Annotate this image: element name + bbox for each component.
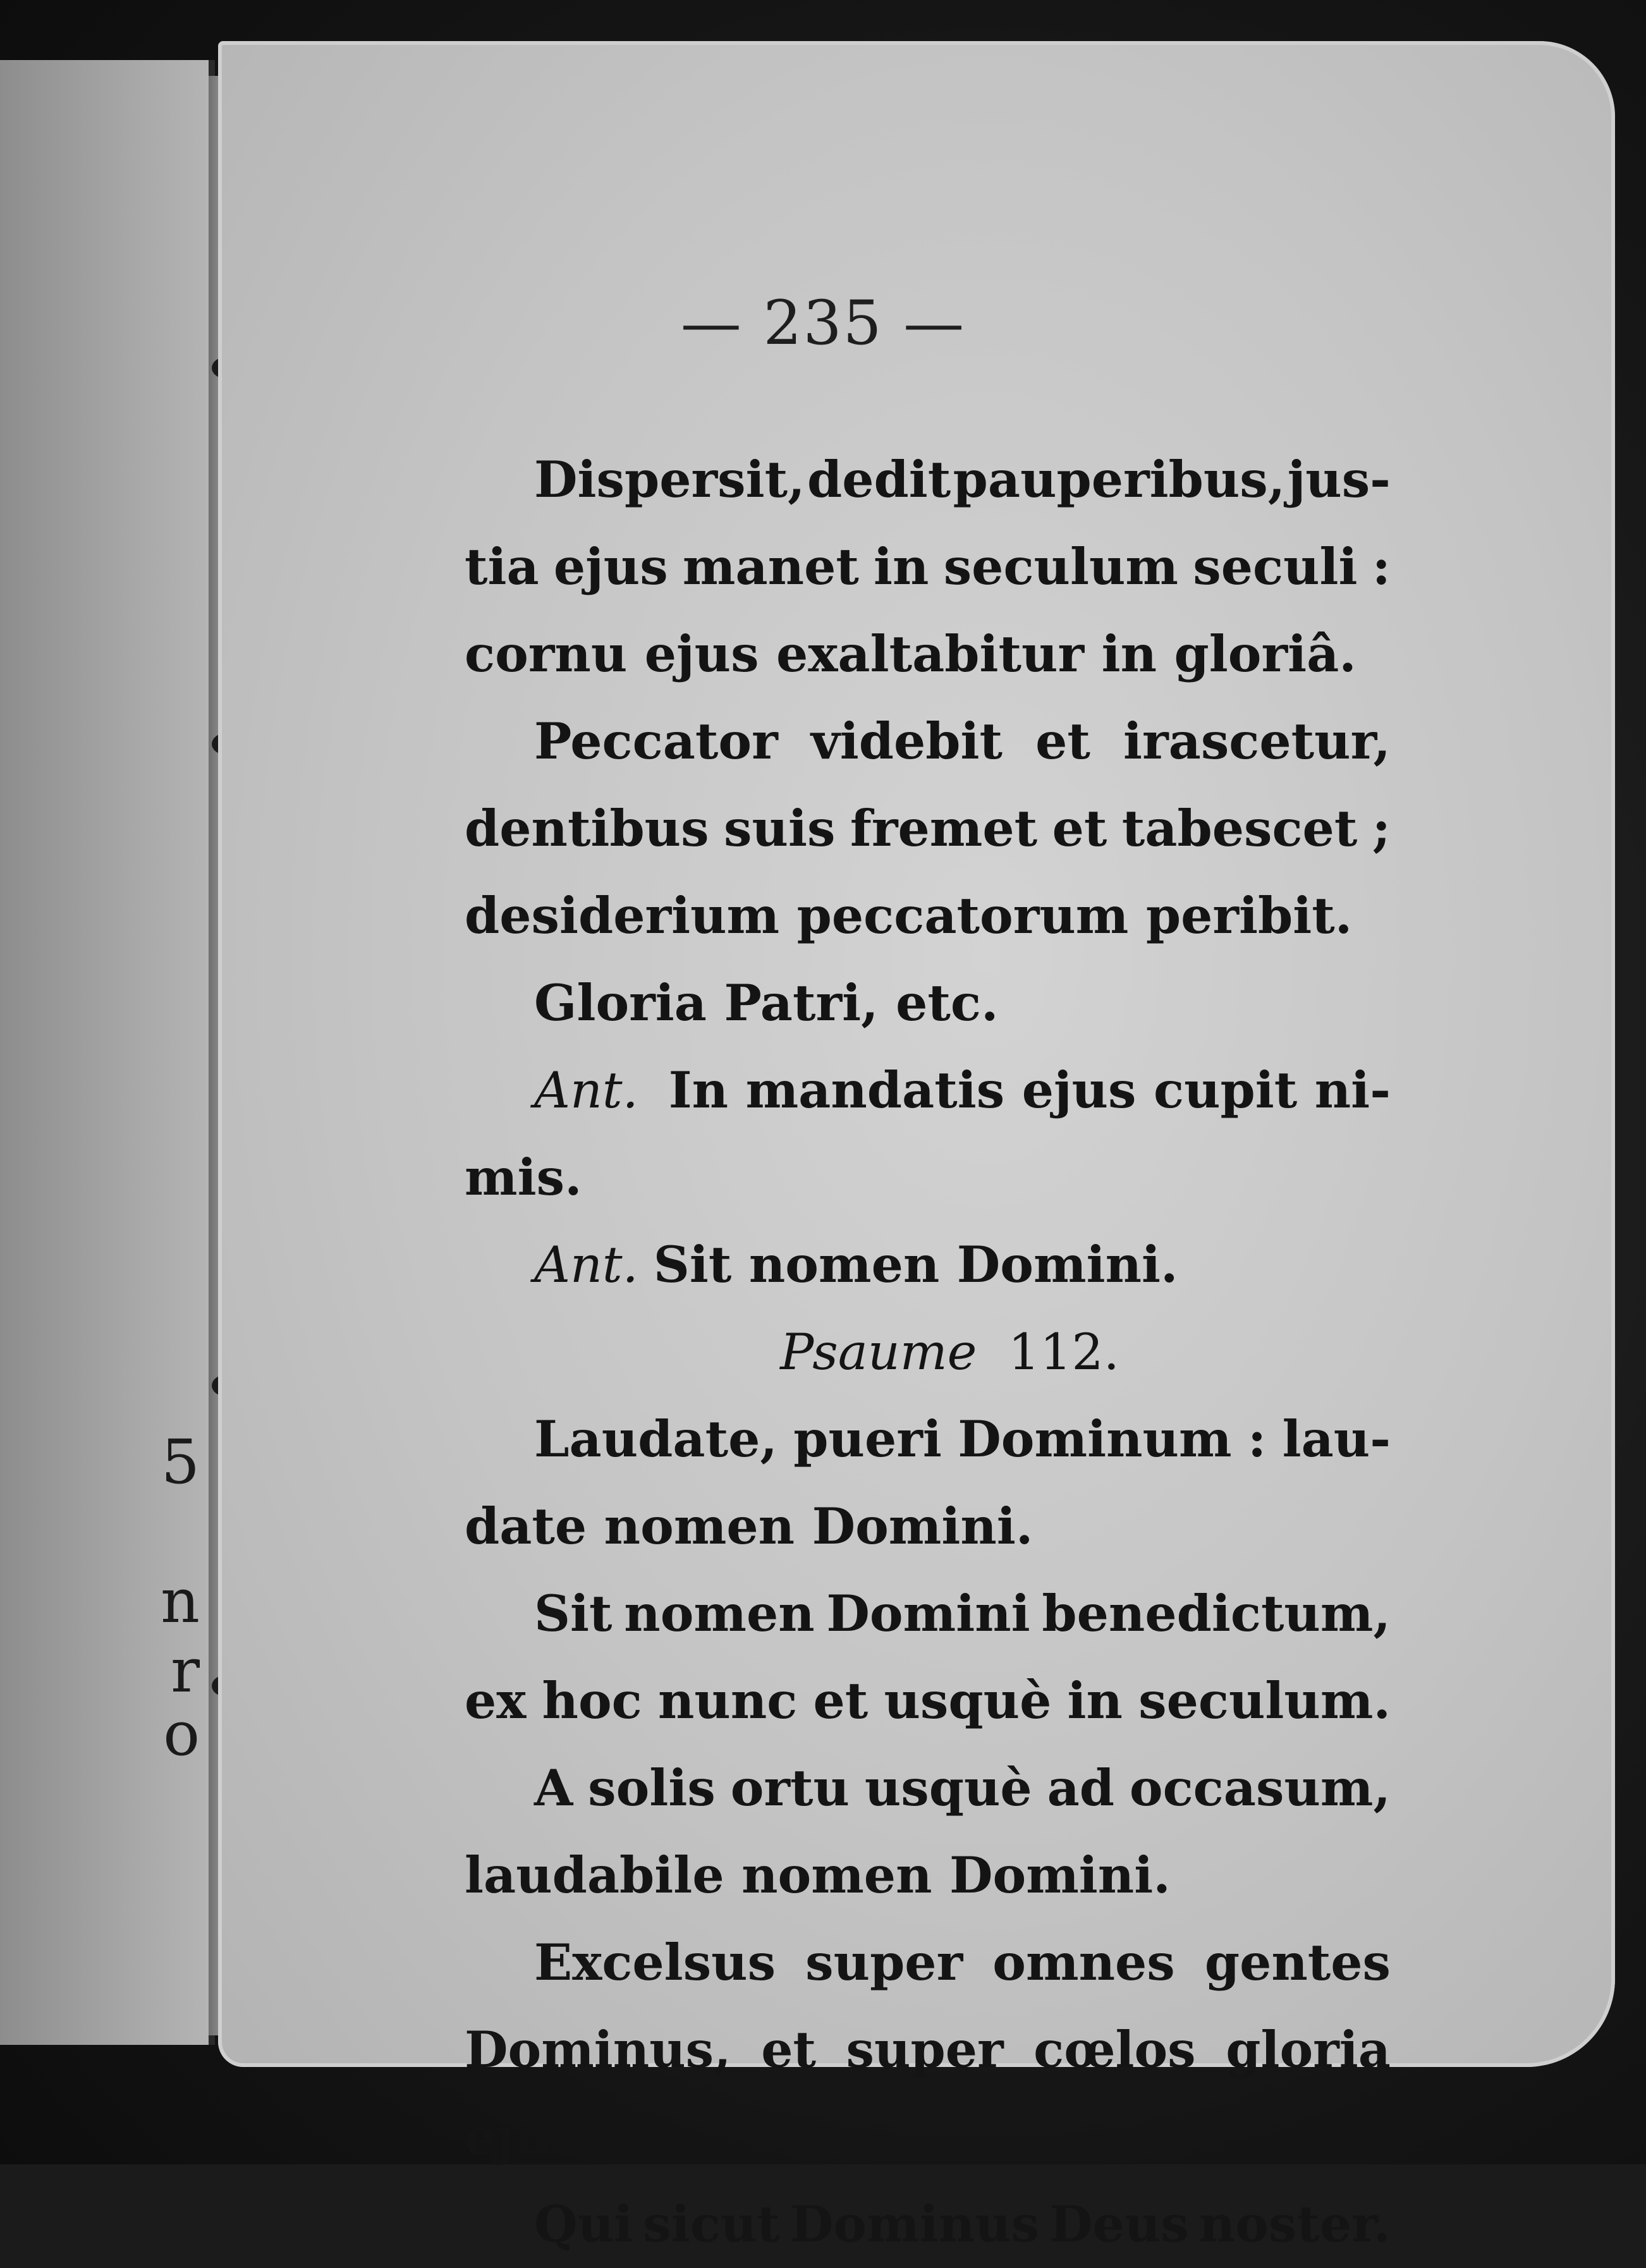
word: seculi: [1193, 537, 1358, 596]
word: ortu: [730, 1759, 850, 1817]
word: Qui: [534, 2195, 633, 2253]
text-line: [465, 1745, 1391, 1832]
text-line: date nomen Domini.: [465, 1497, 1033, 1556]
word: et: [1035, 712, 1090, 771]
word: Dispersit,: [534, 450, 805, 509]
word: ad: [1047, 1759, 1115, 1817]
word: Dominus,: [465, 2020, 731, 2079]
text-line: [465, 1919, 1391, 2006]
antiphon-text: In mandatis ejus cupit ni-: [668, 1061, 1391, 1119]
word: Deus: [1049, 2195, 1189, 2253]
edge-letter: o: [163, 1698, 200, 1769]
word: usquè: [884, 1671, 1052, 1730]
page-number: — 235 —: [680, 288, 966, 358]
text-line: Gloria Patri, etc.: [534, 973, 999, 1032]
word: Sit: [534, 1584, 613, 1643]
psalm-label: Psaume: [780, 1323, 977, 1381]
word: et: [761, 2020, 816, 2079]
text-line: desiderium peccatorum peribit.: [465, 886, 1353, 945]
word: tia: [465, 537, 539, 596]
word: ejus: [553, 537, 668, 596]
word: seculum.: [1138, 1671, 1391, 1730]
text-line: [465, 2006, 1391, 2094]
word: fremet: [850, 799, 1038, 858]
edge-letter: 5: [161, 1427, 200, 1497]
word: irascetur,: [1123, 712, 1391, 771]
word: hoc: [542, 1671, 642, 1730]
word: nunc: [657, 1671, 798, 1730]
word: pueri: [793, 1410, 942, 1468]
word: Dominum: [958, 1410, 1232, 1468]
word: A: [534, 1759, 573, 1817]
psalm-heading: [465, 1308, 1391, 1396]
word: lau-: [1282, 1410, 1391, 1468]
word: :: [1372, 537, 1391, 596]
text-line: mis.: [465, 1148, 582, 1207]
word: Dominus: [789, 2195, 1040, 2253]
antiphon-line: [465, 1047, 1391, 1134]
word: gentes: [1204, 1933, 1391, 1992]
word: videbit: [810, 712, 1003, 771]
word: in: [1067, 1671, 1123, 1730]
word: Peccator: [534, 712, 778, 771]
word: super: [846, 2020, 1004, 2079]
word: gloria: [1226, 2020, 1391, 2079]
word: Excelsus: [534, 1933, 776, 1992]
word: occasum,: [1129, 1759, 1391, 1817]
word: Laudate,: [534, 1410, 777, 1468]
word: :: [1247, 1410, 1267, 1468]
word: solis: [588, 1759, 716, 1817]
word: dedit: [807, 450, 951, 509]
word: pauperibus,: [953, 450, 1286, 509]
word: omnes: [992, 1933, 1175, 1992]
word: manet: [682, 537, 859, 596]
text-line: [465, 1657, 1391, 1745]
word: cœlos: [1033, 2020, 1196, 2079]
word: ex: [465, 1671, 527, 1730]
edge-letter: n: [161, 1566, 200, 1637]
page-text: [465, 436, 1391, 2268]
word: super: [805, 1933, 963, 1992]
word: tabescet: [1121, 799, 1358, 858]
word: usquè: [864, 1759, 1032, 1817]
word: dentibus: [465, 799, 709, 858]
word: in: [874, 537, 929, 596]
antiphon-label: Ant.: [534, 1061, 638, 1119]
text-line: [465, 1570, 1391, 1657]
word: benedictum,: [1042, 1584, 1391, 1643]
text-line: ejus.: [465, 2107, 597, 2166]
word: et: [813, 1671, 869, 1730]
text-line: [465, 436, 1391, 523]
text-line: [465, 1396, 1391, 1483]
word: jus-: [1287, 450, 1391, 509]
word: suis: [724, 799, 836, 858]
text-line: [465, 523, 1391, 611]
word: et: [1052, 799, 1107, 858]
word: noster.: [1198, 2195, 1391, 2253]
text-line: laudabile nomen Domini.: [465, 1846, 1171, 1905]
text-line: cornu ejus exaltabitur in gloriâ.: [465, 625, 1356, 683]
word: sicut: [643, 2195, 780, 2253]
word: Domini: [826, 1584, 1030, 1643]
text-line: [465, 785, 1391, 872]
antiphon-line: [465, 1221, 1391, 1308]
edge-letter: r: [171, 1635, 200, 1706]
word: nomen: [624, 1584, 815, 1643]
text-line: [465, 2181, 1391, 2268]
antiphon-label: Ant.: [534, 1236, 638, 1294]
word: seculum: [943, 537, 1179, 596]
word: ;: [1372, 799, 1391, 858]
antiphon-text: Sit nomen Domini.: [653, 1235, 1178, 1294]
text-line: [465, 698, 1391, 785]
psalm-number: 112.: [1008, 1323, 1119, 1381]
